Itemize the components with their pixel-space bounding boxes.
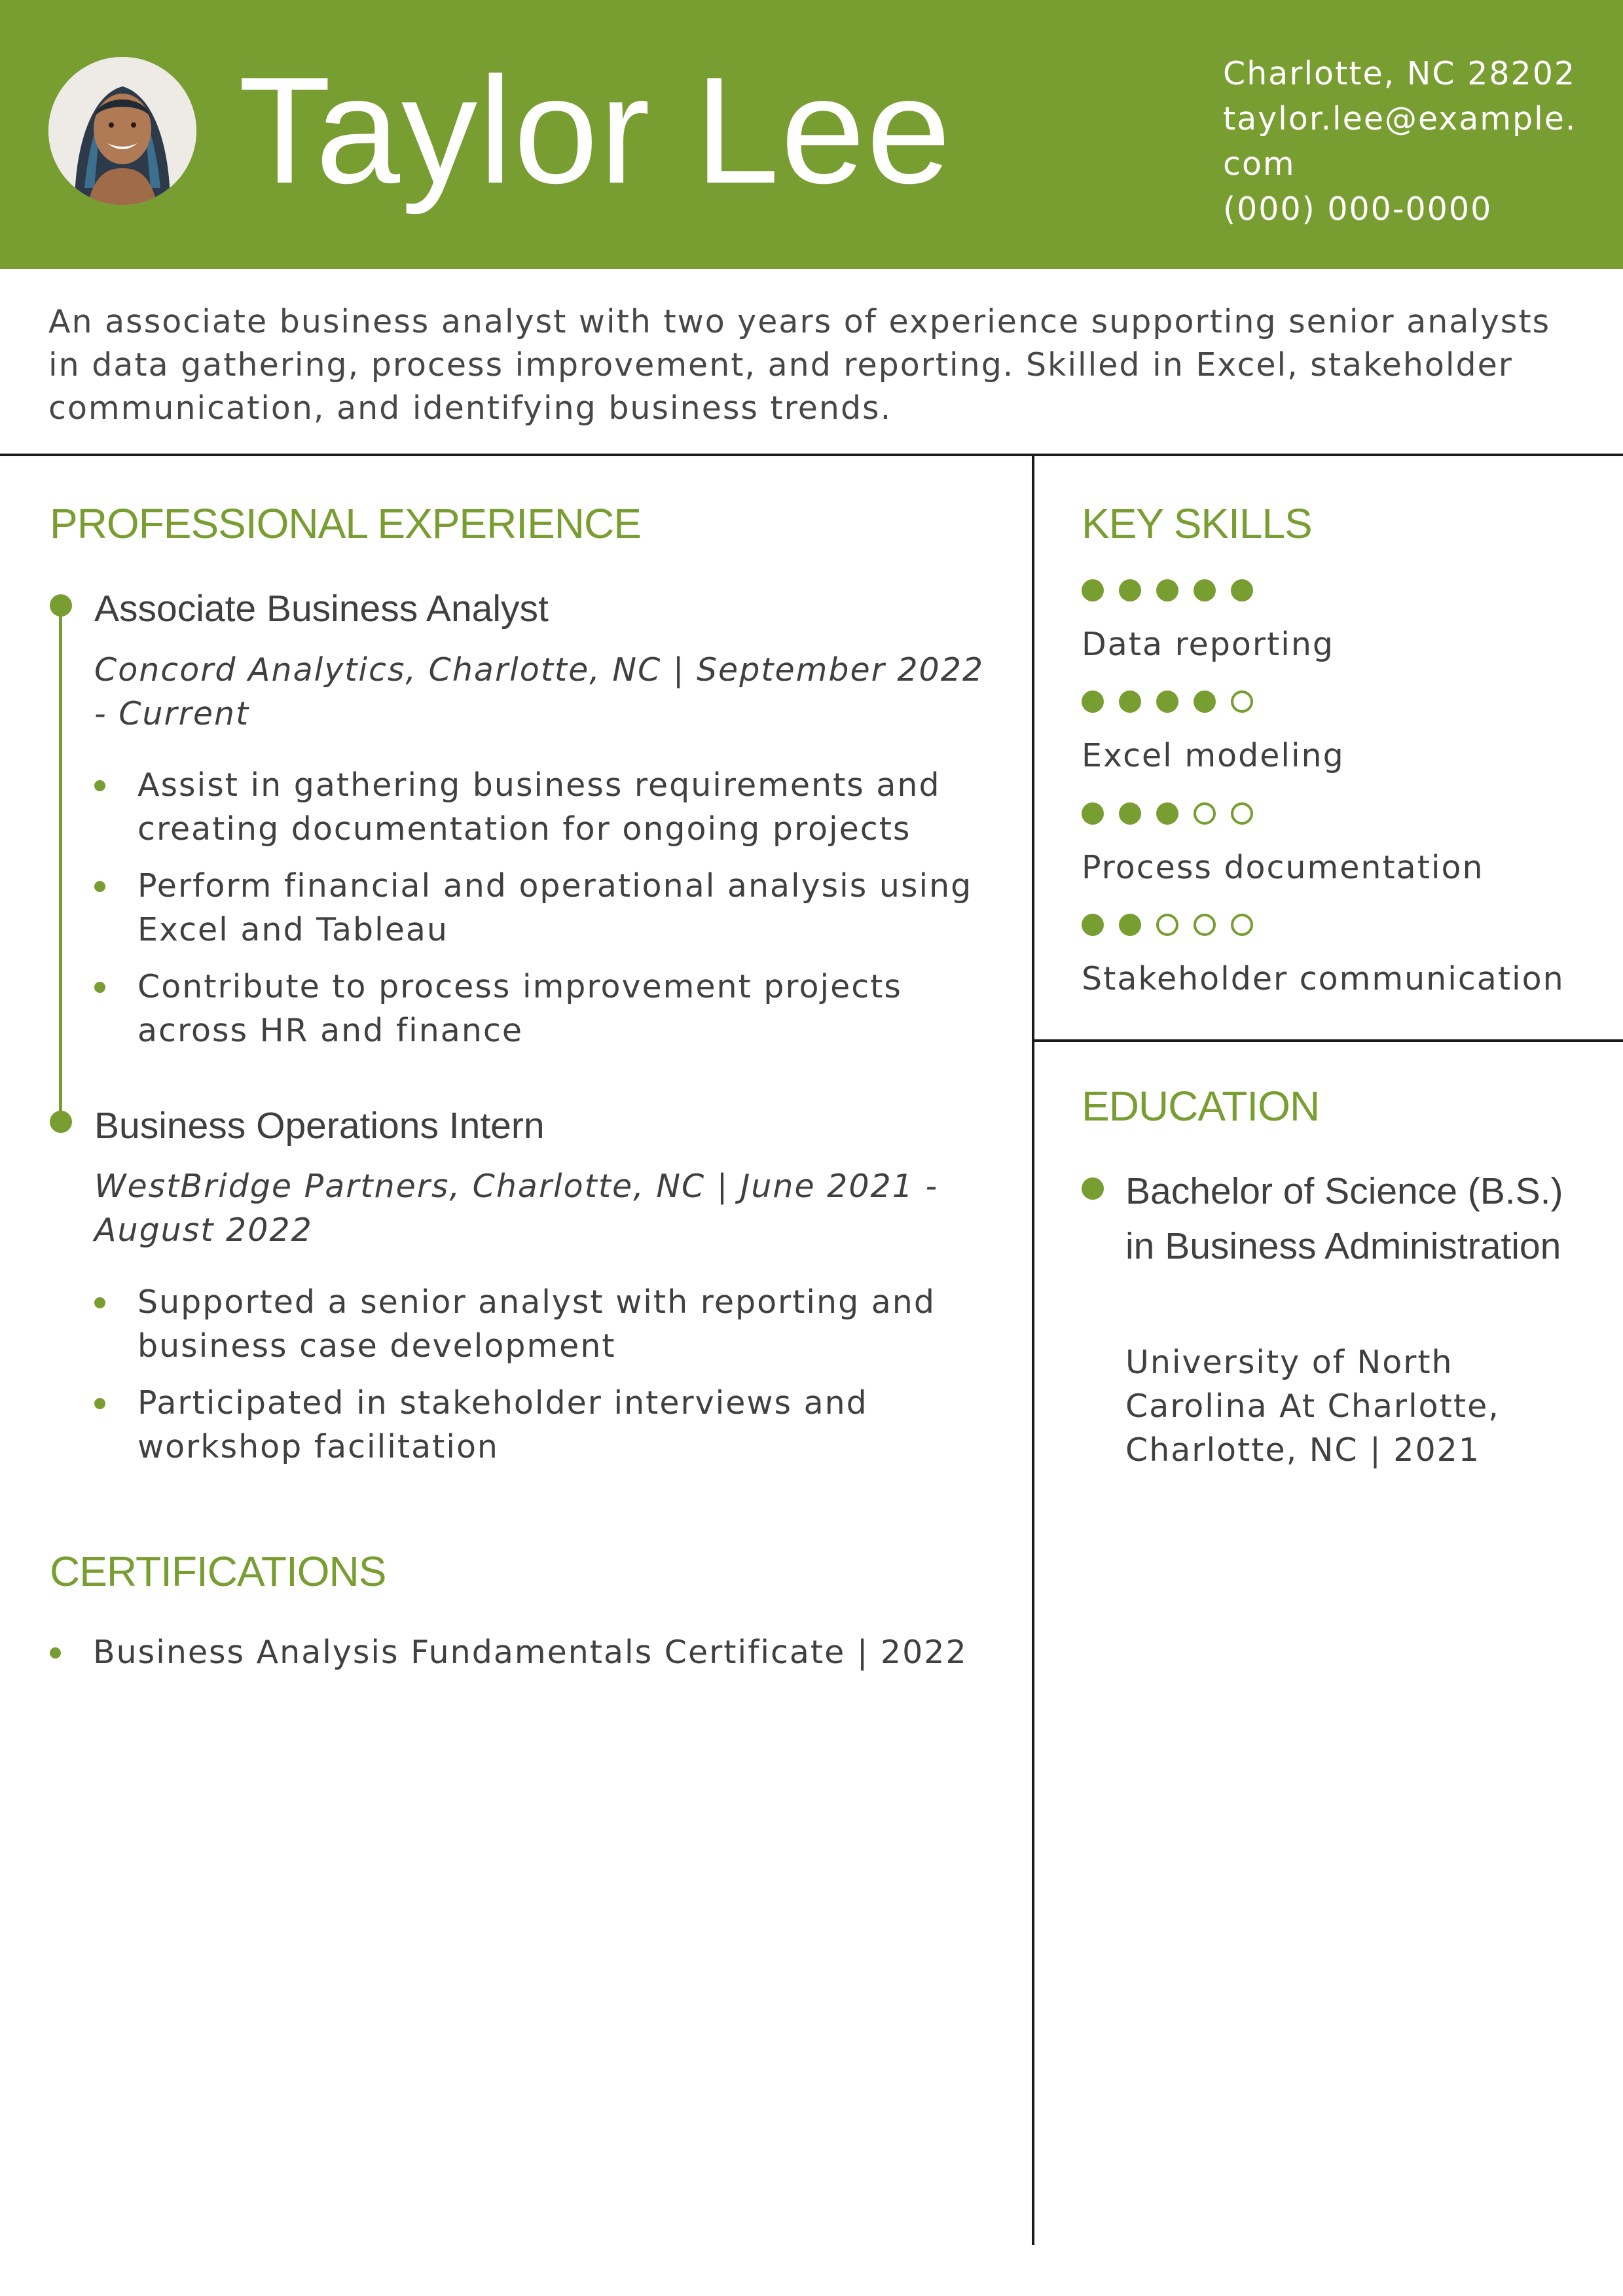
skill-rating (1082, 802, 1253, 825)
skill-dot-empty (1231, 802, 1253, 825)
skill-dot-filled (1082, 802, 1104, 825)
education-degree: Bachelor of Science (B.S.) in Business Administration (1125, 1170, 1563, 1267)
certification-item: Business Analysis Fundamentals Certificate | 2022 (50, 1630, 1006, 1674)
skill-dot-filled (1082, 914, 1104, 936)
header-banner (0, 0, 1623, 269)
skill-dot-filled (1119, 579, 1141, 601)
skill-dot-empty (1194, 914, 1216, 936)
skill-label: Excel modeling (1082, 737, 1345, 774)
skill-rating (1082, 579, 1253, 601)
job-bullets (94, 763, 998, 1066)
contact-email-line2[interactable]: com (1223, 145, 1296, 183)
certifications-heading: CERTIFICATIONS (50, 1548, 386, 1595)
skill-dot-filled (1156, 579, 1178, 601)
education-marker-dot (1082, 1177, 1104, 1200)
job-title: Associate Business Analyst (94, 588, 549, 630)
job-bullets (94, 1280, 998, 1482)
skill-dot-empty (1231, 691, 1253, 713)
job-bullet: Assist in gathering business requirements and creating documentation for ongoing projects (94, 763, 998, 851)
skills-heading: KEY SKILLS (1082, 500, 1312, 547)
skill-dot-filled (1119, 914, 1141, 936)
job-bullet: Perform financial and operational analysis using Excel and Tableau (94, 864, 998, 952)
profile-photo-image (48, 57, 196, 205)
profile-photo (48, 57, 196, 205)
job-bullet: Contribute to process improvement projects across HR and finance (94, 965, 998, 1052)
contact-location: Charlotte, NC 28202 (1223, 55, 1577, 92)
column-divider (1032, 455, 1034, 2245)
skill-dot-filled (1156, 691, 1178, 713)
contact-info (1223, 51, 1590, 232)
job-bullet: Supported a senior analyst with reporting and business case development (94, 1280, 998, 1368)
skill-rating (1082, 691, 1253, 713)
skill-dot-filled (1119, 691, 1141, 713)
education-school: University of North Carolina At Charlotte, Charlotte, NC | 2021 (1125, 1344, 1500, 1469)
skill-dot-filled (1082, 691, 1104, 713)
skill-dot-empty (1231, 914, 1253, 936)
professional-summary: An associate business analyst with two years of experience supporting senior analysts in data gathering, process improvement, and reporting. Skilled in Excel, stakeholder communication, and identifying business trends. (48, 303, 1551, 427)
skill-dot-filled (1082, 579, 1104, 601)
certification-list (50, 1630, 1006, 1687)
skill-dot-filled (1156, 802, 1178, 825)
skill-dot-empty (1194, 802, 1216, 825)
skill-label: Data reporting (1082, 626, 1335, 663)
job-title: Business Operations Intern (94, 1105, 545, 1147)
experience-timeline (59, 605, 62, 1122)
skill-dot-empty (1156, 914, 1178, 936)
skill-dot-filled (1194, 691, 1216, 713)
job-marker-dot (50, 1111, 72, 1133)
skill-dot-filled (1119, 802, 1141, 825)
job-meta: Concord Analytics, Charlotte, NC | September 2022 - Current (94, 651, 985, 732)
skill-label: Process documentation (1082, 849, 1484, 886)
skill-label: Stakeholder communication (1082, 960, 1565, 997)
contact-phone: (000) 000-0000 (1223, 190, 1493, 228)
job-marker-dot (50, 594, 72, 617)
candidate-name: Taylor Lee (238, 46, 953, 215)
skill-dot-filled (1194, 579, 1216, 601)
education-heading: EDUCATION (1082, 1083, 1320, 1130)
job-bullet: Participated in stakeholder interviews and workshop facilitation (94, 1381, 998, 1469)
contact-email-line1[interactable]: taylor.lee@example. (1223, 100, 1577, 137)
experience-heading: PROFESSIONAL EXPERIENCE (50, 500, 641, 547)
skill-rating (1082, 914, 1253, 936)
skills-divider (1032, 1039, 1623, 1042)
skill-dot-filled (1231, 579, 1253, 601)
summary-divider (0, 454, 1623, 456)
job-meta: WestBridge Partners, Charlotte, NC | June 2021 - August 2022 (94, 1168, 939, 1249)
